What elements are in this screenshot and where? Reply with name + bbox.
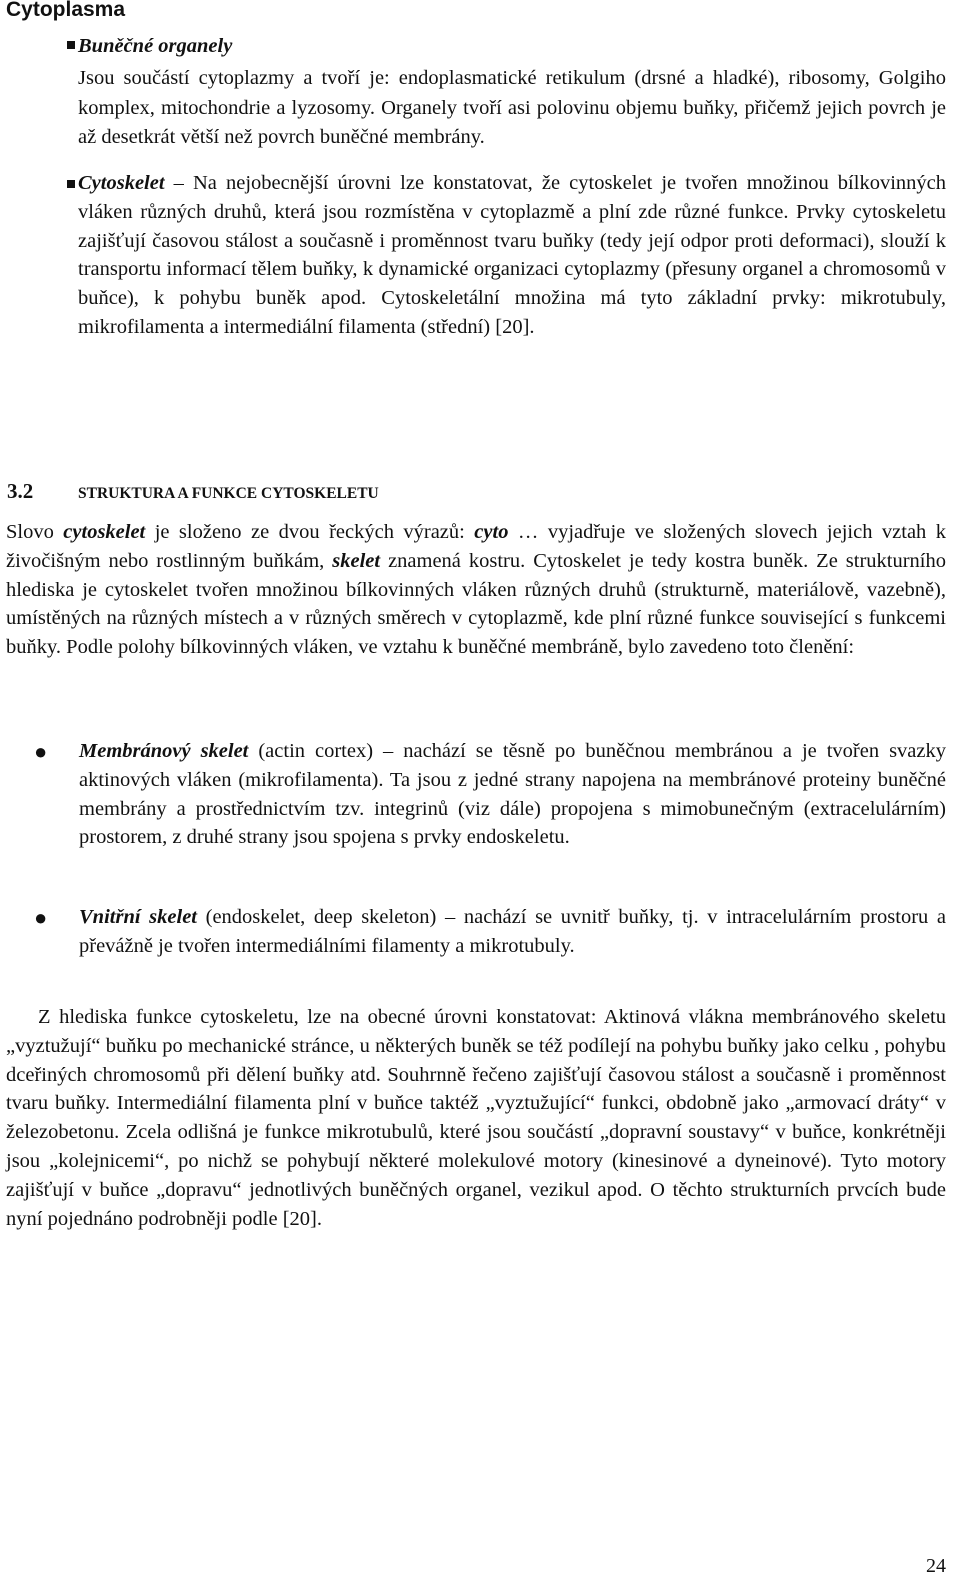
page-number: 24 <box>926 1555 946 1577</box>
section-title: STRUKTURA A FUNKCE CYTOSKELETU <box>78 485 379 502</box>
bullet-term: Membránový skelet <box>79 740 249 762</box>
intro-text-2: je složeno ze dvou řeckých výrazů: <box>145 521 475 543</box>
organely-heading <box>78 32 946 62</box>
closing-paragraph <box>6 1003 946 1233</box>
bullet-membranovy-skelet <box>79 737 946 852</box>
bullet-text: (actin cortex) – nachází se těsně po buněčnou membránou a je tvořen svazky aktinových vláken (mikrofilamenta). Ta jsou z jedné strany napojena na membránové proteiny buněčné membrány a prostřednictvím tzv. integrinů (viz dále) propojena s mimobunečným (extracelulárním) prostorem, z druhé strany jsou spojena s prvky endoskeletu. <box>79 740 946 849</box>
cytoskelet-paragraph <box>78 169 946 342</box>
bullet-dot-icon: ● <box>34 905 48 930</box>
intro-text-4: znamená kostru. Cytoskelet je tedy kostra buněk. Ze strukturního hlediska je cytoskelet tvořen množinou bílkovinných vláken různých druhů (strukturně, materiálově, vazebně), umístěných na různých místech a v různých směrech v cytoplazmě, kde plní různé funkce související s funkcemi buňky. Podle polohy bílkovinných vláken, ve vztahu k buněčné membráně, bylo zavedeno toto členění: <box>6 549 946 659</box>
closing-text: Z hlediska funkce cytoskeletu, lze na obecné úrovni konstatovat: Aktinová vlákna membránového skeletu „vyztužují“ buňku po mechanické stránce, u některých buněk se též podílejí na pohybu buňky jako celku , pohybu dceřiných chromosomů při dělení buňky atd. Souhrnně řečeno zajišťují časovou stálost a současně i proměnnost tvaru buňky. Intermediální filamenta plní v buňce taktéž „vyztužující“ funkci, obdobně jako „armovací dráty“ v železobetonu. Zcela odlišná je funkce mikrotubulů, které jsou součástí „dopravní soustavy“ v buňce, konkrétněji jsou „kolejnicemi“, po nichž se pohybují některé molekulové motory (kinesinové a dyneinové). Tyto motory zajišťují v buňce „dopravu“ jednotlivých buněčných organel, vezikul apod. O těchto strukturních prvcích bude nyní pojednáno podrobněji podle [20]. <box>6 1006 946 1230</box>
section-number: 3.2 <box>7 479 34 503</box>
square-bullet-icon <box>67 180 75 188</box>
bullet-text: (endoskelet, deep skeleton) – nachází se uvnitř buňky, tj. v intracelulárním prostoru a převážně je tvořen intermediálními filamenty a mikrotubuly. <box>79 906 946 957</box>
organely-title: Buněčné organely <box>78 35 233 57</box>
term-skelet: skelet <box>332 549 381 572</box>
heading-cytoplasma: Cytoplasma <box>6 0 126 21</box>
square-bullet-icon <box>67 41 75 49</box>
organely-paragraph: Jsou součástí cytoplazmy a tvoří je: endoplasmatické retikulum (drsné a hladké), ribosomy, Golgiho komplex, mitochondrie a lyzosomy. Organely tvoří asi polovinu objemu buňky, přičemž jejich povrch je až desetkrát větší než povrch buněčné membrány. <box>78 67 946 148</box>
bullet-vnitrni-skelet <box>79 903 946 961</box>
intro-paragraph <box>6 518 946 662</box>
term-cyto: cyto <box>474 521 509 543</box>
cytoskelet-text: – Na nejobecnější úrovni lze konstatovat, že cytoskelet je tvořen množinou bílkovinných vláken různých druhů, která jsou rozmístěna v cytoplazmě a plní zde různé funkce. Prvky cytoskeletu zajišťují časovou stálost a současně i proměnnost tvaru buňky (tedy její odpor proti deformaci), slouží k transportu informací tělem buňky, k dynamické organizaci cytoplazmy (přesuny organel a chromosomů v buňce), k pohybu buněk apod. Cytoskeletální množina má tyto základní prvky: mikrotubuly, mikrofilamenta a intermediální filamenta (střední) [20]. <box>78 172 946 338</box>
bullet-term: Vnitřní skelet <box>79 906 197 928</box>
section-heading <box>7 478 379 507</box>
bullet-dot-icon: ● <box>34 739 48 764</box>
term-cytoskelet: cytoskelet <box>63 521 146 543</box>
intro-text-3: … vyjadřuje ve složených slovech jejich vztah k živočišným nebo rostlinným buňkám, <box>6 521 946 572</box>
intro-text-1: Slovo <box>6 521 64 543</box>
cytoskelet-title: Cytoskelet <box>78 172 165 194</box>
